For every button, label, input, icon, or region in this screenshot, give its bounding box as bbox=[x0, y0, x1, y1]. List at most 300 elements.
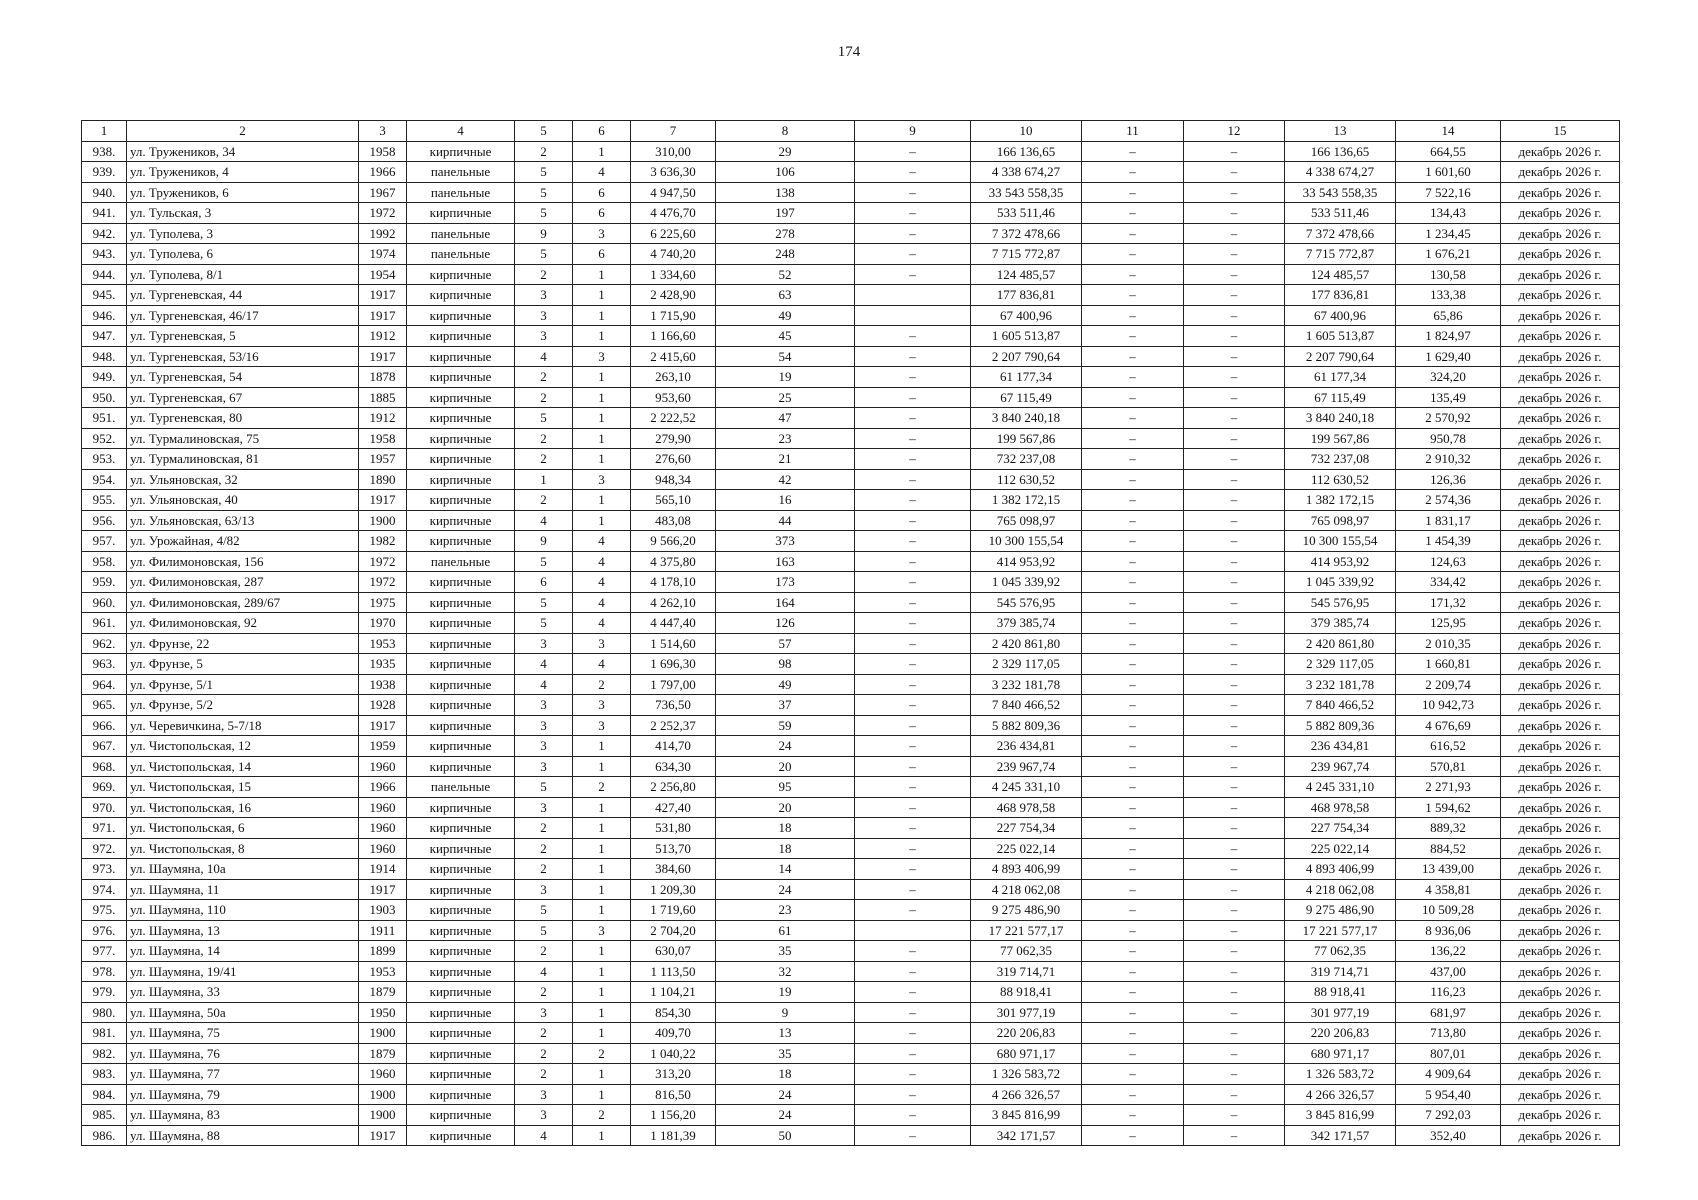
table-cell-col-15: декабрь 2026 г. bbox=[1501, 551, 1620, 572]
table-cell-col-6: 1 bbox=[573, 1125, 631, 1146]
table-cell-col-13: 3 232 181,78 bbox=[1285, 674, 1396, 695]
table-cell-col-10: 1 045 339,92 bbox=[971, 572, 1082, 593]
table-cell-col-13: 199 567,86 bbox=[1285, 428, 1396, 449]
table-cell-col-3: 1960 bbox=[359, 818, 407, 839]
table-cell-col-9: – bbox=[855, 633, 971, 654]
table-cell-col-11: – bbox=[1082, 408, 1184, 429]
table-cell-col-5: 4 bbox=[515, 674, 573, 695]
table-cell-col-2: ул. Турмалиновская, 75 bbox=[127, 428, 359, 449]
table-cell-col-5: 5 bbox=[515, 408, 573, 429]
table-cell-col-5: 2 bbox=[515, 859, 573, 880]
table-cell-col-10: 301 977,19 bbox=[971, 1002, 1082, 1023]
column-header-11: 11 bbox=[1082, 121, 1184, 142]
table-cell-col-15: декабрь 2026 г. bbox=[1501, 879, 1620, 900]
table-cell-col-13: 236 434,81 bbox=[1285, 736, 1396, 757]
table-cell-col-3: 1938 bbox=[359, 674, 407, 695]
table-cell-col-15: декабрь 2026 г. bbox=[1501, 264, 1620, 285]
table-cell-col-15: декабрь 2026 г. bbox=[1501, 695, 1620, 716]
table-cell-col-3: 1935 bbox=[359, 654, 407, 675]
table-cell-col-14: 1 601,60 bbox=[1396, 162, 1501, 183]
table-cell-col-5: 3 bbox=[515, 736, 573, 757]
table-cell-col-6: 1 bbox=[573, 1002, 631, 1023]
table-cell-col-14: 1 629,40 bbox=[1396, 346, 1501, 367]
table-row bbox=[82, 982, 1620, 1003]
table-cell-col-3: 1958 bbox=[359, 141, 407, 162]
table-cell-col-11: – bbox=[1082, 1023, 1184, 1044]
table-cell-col-1: 947. bbox=[82, 326, 127, 347]
table-cell-col-11: – bbox=[1082, 1002, 1184, 1023]
table-cell-col-2: ул. Чистопольская, 6 bbox=[127, 818, 359, 839]
table-cell-col-10: 2 420 861,80 bbox=[971, 633, 1082, 654]
table-cell-col-11: – bbox=[1082, 449, 1184, 470]
table-cell-col-15: декабрь 2026 г. bbox=[1501, 1023, 1620, 1044]
table-cell-col-8: 95 bbox=[716, 777, 855, 798]
table-cell-col-8: 44 bbox=[716, 510, 855, 531]
table-cell-col-4: кирпичные bbox=[407, 428, 515, 449]
table-cell-col-10: 112 630,52 bbox=[971, 469, 1082, 490]
table-cell-col-1: 973. bbox=[82, 859, 127, 880]
table-cell-col-3: 1878 bbox=[359, 367, 407, 388]
table-cell-col-12: – bbox=[1184, 859, 1285, 880]
table-cell-col-1: 961. bbox=[82, 613, 127, 634]
table-cell-col-9: – bbox=[855, 592, 971, 613]
table-cell-col-11: – bbox=[1082, 654, 1184, 675]
table-cell-col-3: 1975 bbox=[359, 592, 407, 613]
table-cell-col-4: кирпичные bbox=[407, 654, 515, 675]
table-cell-col-2: ул. Чистопольская, 14 bbox=[127, 756, 359, 777]
table-cell-col-1: 982. bbox=[82, 1043, 127, 1064]
table-cell-col-5: 1 bbox=[515, 469, 573, 490]
table-cell-col-9: – bbox=[855, 1043, 971, 1064]
table-cell-col-9: – bbox=[855, 879, 971, 900]
table-cell-col-4: кирпичные bbox=[407, 408, 515, 429]
column-header-8: 8 bbox=[716, 121, 855, 142]
table-cell-col-7: 1 181,39 bbox=[631, 1125, 716, 1146]
table-cell-col-13: 3 840 240,18 bbox=[1285, 408, 1396, 429]
table-cell-col-13: 2 329 117,05 bbox=[1285, 654, 1396, 675]
table-cell-col-11: – bbox=[1082, 367, 1184, 388]
table-cell-col-1: 942. bbox=[82, 223, 127, 244]
table-cell-col-5: 5 bbox=[515, 162, 573, 183]
table-cell-col-9 bbox=[855, 285, 971, 306]
table-cell-col-12: – bbox=[1184, 141, 1285, 162]
table-cell-col-10: 4 893 406,99 bbox=[971, 859, 1082, 880]
table-cell-col-4: кирпичные bbox=[407, 633, 515, 654]
table-cell-col-3: 1917 bbox=[359, 305, 407, 326]
table-cell-col-13: 2 207 790,64 bbox=[1285, 346, 1396, 367]
table-cell-col-4: панельные bbox=[407, 223, 515, 244]
table-cell-col-12: – bbox=[1184, 223, 1285, 244]
table-cell-col-4: кирпичные bbox=[407, 920, 515, 941]
table-cell-col-14: 2 574,36 bbox=[1396, 490, 1501, 511]
table-cell-col-14: 884,52 bbox=[1396, 838, 1501, 859]
table-cell-col-2: ул. Турмалиновская, 81 bbox=[127, 449, 359, 470]
table-cell-col-8: 164 bbox=[716, 592, 855, 613]
table-body bbox=[82, 141, 1620, 1146]
table-cell-col-14: 1 594,62 bbox=[1396, 797, 1501, 818]
table-cell-col-12: – bbox=[1184, 326, 1285, 347]
table-cell-col-10: 545 576,95 bbox=[971, 592, 1082, 613]
table-cell-col-8: 163 bbox=[716, 551, 855, 572]
table-cell-col-2: ул. Тургеневская, 67 bbox=[127, 387, 359, 408]
table-cell-col-2: ул. Филимоновская, 92 bbox=[127, 613, 359, 634]
table-cell-col-14: 1 676,21 bbox=[1396, 244, 1501, 265]
table-cell-col-7: 4 476,70 bbox=[631, 203, 716, 224]
table-cell-col-6: 3 bbox=[573, 223, 631, 244]
table-cell-col-1: 944. bbox=[82, 264, 127, 285]
table-cell-col-15: декабрь 2026 г. bbox=[1501, 1043, 1620, 1064]
table-cell-col-3: 1959 bbox=[359, 736, 407, 757]
table-cell-col-15: декабрь 2026 г. bbox=[1501, 326, 1620, 347]
table-cell-col-5: 3 bbox=[515, 695, 573, 716]
table-cell-col-12: – bbox=[1184, 1105, 1285, 1126]
table-cell-col-4: кирпичные bbox=[407, 961, 515, 982]
table-cell-col-1: 971. bbox=[82, 818, 127, 839]
table-cell-col-10: 3 840 240,18 bbox=[971, 408, 1082, 429]
table-cell-col-10: 732 237,08 bbox=[971, 449, 1082, 470]
table-cell-col-13: 1 382 172,15 bbox=[1285, 490, 1396, 511]
table-cell-col-1: 945. bbox=[82, 285, 127, 306]
table-cell-col-3: 1960 bbox=[359, 838, 407, 859]
table-cell-col-5: 5 bbox=[515, 592, 573, 613]
table-row bbox=[82, 387, 1620, 408]
table-cell-col-5: 2 bbox=[515, 141, 573, 162]
table-cell-col-11: – bbox=[1082, 1084, 1184, 1105]
table-cell-col-3: 1917 bbox=[359, 879, 407, 900]
table-cell-col-8: 106 bbox=[716, 162, 855, 183]
table-cell-col-15: декабрь 2026 г. bbox=[1501, 449, 1620, 470]
table-cell-col-2: ул. Филимоновская, 287 bbox=[127, 572, 359, 593]
table-row bbox=[82, 756, 1620, 777]
table-cell-col-9: – bbox=[855, 1023, 971, 1044]
table-cell-col-10: 7 372 478,66 bbox=[971, 223, 1082, 244]
table-cell-col-8: 138 bbox=[716, 182, 855, 203]
table-cell-col-13: 301 977,19 bbox=[1285, 1002, 1396, 1023]
table-cell-col-13: 33 543 558,35 bbox=[1285, 182, 1396, 203]
table-cell-col-7: 854,30 bbox=[631, 1002, 716, 1023]
table-cell-col-3: 1953 bbox=[359, 633, 407, 654]
table-cell-col-11: – bbox=[1082, 469, 1184, 490]
table-row bbox=[82, 1043, 1620, 1064]
table-cell-col-15: декабрь 2026 г. bbox=[1501, 1125, 1620, 1146]
table-row bbox=[82, 510, 1620, 531]
table-row bbox=[82, 818, 1620, 839]
table-cell-col-3: 1972 bbox=[359, 572, 407, 593]
table-cell-col-8: 23 bbox=[716, 900, 855, 921]
table-cell-col-1: 957. bbox=[82, 531, 127, 552]
table-cell-col-5: 4 bbox=[515, 654, 573, 675]
table-cell-col-11: – bbox=[1082, 756, 1184, 777]
table-row bbox=[82, 654, 1620, 675]
table-cell-col-7: 279,90 bbox=[631, 428, 716, 449]
table-cell-col-13: 4 266 326,57 bbox=[1285, 1084, 1396, 1105]
table-cell-col-14: 65,86 bbox=[1396, 305, 1501, 326]
table-cell-col-8: 278 bbox=[716, 223, 855, 244]
table-cell-col-15: декабрь 2026 г. bbox=[1501, 531, 1620, 552]
table-cell-col-7: 1 715,90 bbox=[631, 305, 716, 326]
table-cell-col-5: 5 bbox=[515, 182, 573, 203]
table-cell-col-15: декабрь 2026 г. bbox=[1501, 1105, 1620, 1126]
table-cell-col-14: 324,20 bbox=[1396, 367, 1501, 388]
table-row bbox=[82, 141, 1620, 162]
table-cell-col-8: 18 bbox=[716, 818, 855, 839]
table-cell-col-11: – bbox=[1082, 838, 1184, 859]
table-cell-col-7: 4 262,10 bbox=[631, 592, 716, 613]
table-row bbox=[82, 551, 1620, 572]
table-cell-col-7: 4 947,50 bbox=[631, 182, 716, 203]
table-cell-col-10: 61 177,34 bbox=[971, 367, 1082, 388]
table-cell-col-3: 1967 bbox=[359, 182, 407, 203]
table-cell-col-11: – bbox=[1082, 305, 1184, 326]
table-cell-col-6: 1 bbox=[573, 367, 631, 388]
table-cell-col-6: 1 bbox=[573, 982, 631, 1003]
table-row bbox=[82, 1064, 1620, 1085]
table-cell-col-9: – bbox=[855, 428, 971, 449]
table-cell-col-1: 954. bbox=[82, 469, 127, 490]
table-cell-col-3: 1966 bbox=[359, 162, 407, 183]
table-cell-col-12: – bbox=[1184, 961, 1285, 982]
table-cell-col-7: 310,00 bbox=[631, 141, 716, 162]
table-cell-col-6: 4 bbox=[573, 592, 631, 613]
table-cell-col-14: 134,43 bbox=[1396, 203, 1501, 224]
table-row bbox=[82, 305, 1620, 326]
table-cell-col-12: – bbox=[1184, 551, 1285, 572]
table-cell-col-11: – bbox=[1082, 674, 1184, 695]
table-cell-col-11: – bbox=[1082, 223, 1184, 244]
table-cell-col-15: декабрь 2026 г. bbox=[1501, 941, 1620, 962]
table-cell-col-7: 276,60 bbox=[631, 449, 716, 470]
table-cell-col-13: 545 576,95 bbox=[1285, 592, 1396, 613]
table-cell-col-9: – bbox=[855, 162, 971, 183]
table-cell-col-1: 984. bbox=[82, 1084, 127, 1105]
table-cell-col-5: 3 bbox=[515, 1105, 573, 1126]
table-cell-col-7: 4 178,10 bbox=[631, 572, 716, 593]
table-cell-col-15: декабрь 2026 г. bbox=[1501, 736, 1620, 757]
table-cell-col-8: 173 bbox=[716, 572, 855, 593]
table-cell-col-3: 1958 bbox=[359, 428, 407, 449]
table-cell-col-6: 2 bbox=[573, 674, 631, 695]
table-cell-col-4: кирпичные bbox=[407, 264, 515, 285]
table-row bbox=[82, 367, 1620, 388]
table-cell-col-4: кирпичные bbox=[407, 838, 515, 859]
table-cell-col-7: 1 104,21 bbox=[631, 982, 716, 1003]
table-cell-col-10: 88 918,41 bbox=[971, 982, 1082, 1003]
table-cell-col-1: 949. bbox=[82, 367, 127, 388]
table-cell-col-13: 342 171,57 bbox=[1285, 1125, 1396, 1146]
table-cell-col-4: панельные bbox=[407, 244, 515, 265]
column-header-4: 4 bbox=[407, 121, 515, 142]
table-cell-col-3: 1992 bbox=[359, 223, 407, 244]
column-header-9: 9 bbox=[855, 121, 971, 142]
table-cell-col-15: декабрь 2026 г. bbox=[1501, 1002, 1620, 1023]
table-row bbox=[82, 859, 1620, 880]
table-cell-col-9: – bbox=[855, 469, 971, 490]
table-cell-col-5: 5 bbox=[515, 777, 573, 798]
table-cell-col-2: ул. Шаумяна, 110 bbox=[127, 900, 359, 921]
table-cell-col-13: 5 882 809,36 bbox=[1285, 715, 1396, 736]
table-row bbox=[82, 469, 1620, 490]
table-row bbox=[82, 223, 1620, 244]
table-cell-col-9: – bbox=[855, 408, 971, 429]
table-cell-col-12: – bbox=[1184, 510, 1285, 531]
table-cell-col-11: – bbox=[1082, 879, 1184, 900]
table-cell-col-1: 965. bbox=[82, 695, 127, 716]
table-cell-col-3: 1950 bbox=[359, 1002, 407, 1023]
table-row bbox=[82, 182, 1620, 203]
table-row bbox=[82, 203, 1620, 224]
table-cell-col-3: 1912 bbox=[359, 326, 407, 347]
table-cell-col-12: – bbox=[1184, 695, 1285, 716]
table-cell-col-13: 7 840 466,52 bbox=[1285, 695, 1396, 716]
table-cell-col-12: – bbox=[1184, 572, 1285, 593]
table-cell-col-1: 952. bbox=[82, 428, 127, 449]
table-cell-col-1: 938. bbox=[82, 141, 127, 162]
table-cell-col-13: 765 098,97 bbox=[1285, 510, 1396, 531]
table-cell-col-14: 4 676,69 bbox=[1396, 715, 1501, 736]
table-cell-col-10: 1 382 172,15 bbox=[971, 490, 1082, 511]
table-cell-col-9: – bbox=[855, 203, 971, 224]
table-cell-col-12: – bbox=[1184, 613, 1285, 634]
table-cell-col-13: 220 206,83 bbox=[1285, 1023, 1396, 1044]
table-row bbox=[82, 961, 1620, 982]
table-cell-col-5: 3 bbox=[515, 305, 573, 326]
table-cell-col-3: 1912 bbox=[359, 408, 407, 429]
table-cell-col-6: 1 bbox=[573, 1064, 631, 1085]
table-cell-col-14: 124,63 bbox=[1396, 551, 1501, 572]
table-cell-col-3: 1957 bbox=[359, 449, 407, 470]
table-cell-col-4: кирпичные bbox=[407, 1023, 515, 1044]
table-cell-col-1: 985. bbox=[82, 1105, 127, 1126]
table-cell-col-11: – bbox=[1082, 920, 1184, 941]
table-cell-col-1: 959. bbox=[82, 572, 127, 593]
table-cell-col-2: ул. Туполева, 8/1 bbox=[127, 264, 359, 285]
table-cell-col-3: 1928 bbox=[359, 695, 407, 716]
table-cell-col-5: 2 bbox=[515, 982, 573, 1003]
table-cell-col-6: 1 bbox=[573, 141, 631, 162]
table-cell-col-2: ул. Тургеневская, 5 bbox=[127, 326, 359, 347]
table-cell-col-14: 2 570,92 bbox=[1396, 408, 1501, 429]
table-cell-col-4: кирпичные bbox=[407, 510, 515, 531]
table-cell-col-5: 5 bbox=[515, 613, 573, 634]
table-cell-col-5: 5 bbox=[515, 203, 573, 224]
table-cell-col-10: 342 171,57 bbox=[971, 1125, 1082, 1146]
table-cell-col-4: кирпичные bbox=[407, 203, 515, 224]
table-cell-col-15: декабрь 2026 г. bbox=[1501, 777, 1620, 798]
table-cell-col-1: 956. bbox=[82, 510, 127, 531]
table-cell-col-13: 680 971,17 bbox=[1285, 1043, 1396, 1064]
table-cell-col-14: 2 209,74 bbox=[1396, 674, 1501, 695]
table-cell-col-3: 1917 bbox=[359, 346, 407, 367]
table-cell-col-8: 21 bbox=[716, 449, 855, 470]
table-cell-col-12: – bbox=[1184, 1002, 1285, 1023]
table-cell-col-13: 414 953,92 bbox=[1285, 551, 1396, 572]
table-cell-col-14: 713,80 bbox=[1396, 1023, 1501, 1044]
table-cell-col-4: кирпичные bbox=[407, 592, 515, 613]
table-cell-col-15: декабрь 2026 г. bbox=[1501, 592, 1620, 613]
table-cell-col-7: 1 113,50 bbox=[631, 961, 716, 982]
column-header-5: 5 bbox=[515, 121, 573, 142]
table-cell-col-8: 42 bbox=[716, 469, 855, 490]
table-cell-col-11: – bbox=[1082, 244, 1184, 265]
table-cell-col-9: – bbox=[855, 510, 971, 531]
table-cell-col-15: декабрь 2026 г. bbox=[1501, 285, 1620, 306]
table-cell-col-9: – bbox=[855, 367, 971, 388]
table-cell-col-8: 20 bbox=[716, 797, 855, 818]
table-cell-col-1: 960. bbox=[82, 592, 127, 613]
table-cell-col-3: 1879 bbox=[359, 982, 407, 1003]
table-cell-col-13: 239 967,74 bbox=[1285, 756, 1396, 777]
document-table-wrapper bbox=[81, 120, 1619, 1146]
table-cell-col-2: ул. Ульяновская, 63/13 bbox=[127, 510, 359, 531]
table-cell-col-12: – bbox=[1184, 264, 1285, 285]
table-row bbox=[82, 408, 1620, 429]
table-cell-col-7: 513,70 bbox=[631, 838, 716, 859]
table-cell-col-2: ул. Чистопольская, 8 bbox=[127, 838, 359, 859]
table-cell-col-4: панельные bbox=[407, 551, 515, 572]
table-cell-col-5: 2 bbox=[515, 264, 573, 285]
table-cell-col-8: 19 bbox=[716, 367, 855, 388]
table-cell-col-5: 2 bbox=[515, 449, 573, 470]
table-row bbox=[82, 736, 1620, 757]
table-cell-col-9: – bbox=[855, 551, 971, 572]
table-cell-col-13: 227 754,34 bbox=[1285, 818, 1396, 839]
table-cell-col-3: 1903 bbox=[359, 900, 407, 921]
table-cell-col-5: 3 bbox=[515, 633, 573, 654]
table-cell-col-5: 2 bbox=[515, 1043, 573, 1064]
table-cell-col-2: ул. Шаумяна, 19/41 bbox=[127, 961, 359, 982]
table-cell-col-9: – bbox=[855, 838, 971, 859]
table-cell-col-1: 983. bbox=[82, 1064, 127, 1085]
table-row bbox=[82, 695, 1620, 716]
table-cell-col-6: 1 bbox=[573, 1023, 631, 1044]
table-cell-col-12: – bbox=[1184, 408, 1285, 429]
table-cell-col-6: 2 bbox=[573, 1043, 631, 1064]
table-cell-col-7: 1 166,60 bbox=[631, 326, 716, 347]
table-cell-col-14: 5 954,40 bbox=[1396, 1084, 1501, 1105]
table-cell-col-5: 2 bbox=[515, 428, 573, 449]
table-cell-col-3: 1917 bbox=[359, 715, 407, 736]
table-cell-col-5: 4 bbox=[515, 961, 573, 982]
table-cell-col-9: – bbox=[855, 982, 971, 1003]
table-cell-col-12: – bbox=[1184, 1064, 1285, 1085]
table-cell-col-11: – bbox=[1082, 531, 1184, 552]
table-cell-col-4: кирпичные bbox=[407, 715, 515, 736]
table-cell-col-11: – bbox=[1082, 1064, 1184, 1085]
table-cell-col-10: 1 326 583,72 bbox=[971, 1064, 1082, 1085]
table-cell-col-12: – bbox=[1184, 633, 1285, 654]
table-cell-col-12: – bbox=[1184, 592, 1285, 613]
table-cell-col-13: 61 177,34 bbox=[1285, 367, 1396, 388]
table-cell-col-13: 225 022,14 bbox=[1285, 838, 1396, 859]
table-row bbox=[82, 674, 1620, 695]
table-cell-col-8: 18 bbox=[716, 838, 855, 859]
table-cell-col-14: 4 909,64 bbox=[1396, 1064, 1501, 1085]
table-cell-col-6: 1 bbox=[573, 879, 631, 900]
table-cell-col-3: 1960 bbox=[359, 797, 407, 818]
table-cell-col-2: ул. Фрунзе, 5/2 bbox=[127, 695, 359, 716]
table-cell-col-8: 25 bbox=[716, 387, 855, 408]
table-cell-col-9: – bbox=[855, 572, 971, 593]
table-cell-col-14: 116,23 bbox=[1396, 982, 1501, 1003]
table-cell-col-10: 468 978,58 bbox=[971, 797, 1082, 818]
table-cell-col-4: кирпичные bbox=[407, 613, 515, 634]
table-cell-col-3: 1974 bbox=[359, 244, 407, 265]
table-cell-col-4: панельные bbox=[407, 777, 515, 798]
table-cell-col-10: 9 275 486,90 bbox=[971, 900, 1082, 921]
table-cell-col-15: декабрь 2026 г. bbox=[1501, 203, 1620, 224]
table-cell-col-8: 54 bbox=[716, 346, 855, 367]
table-cell-col-3: 1966 bbox=[359, 777, 407, 798]
